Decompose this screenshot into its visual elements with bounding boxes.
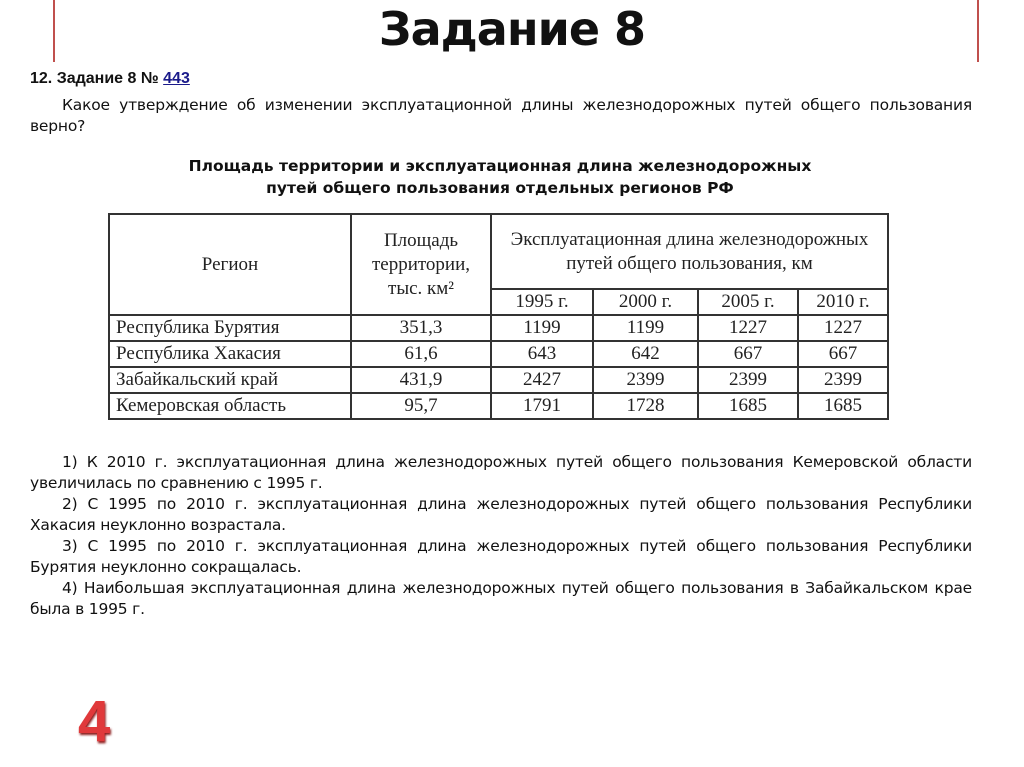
caption-line: Площадь территории и эксплуатационная длина железнодорожных bbox=[188, 157, 812, 175]
cell-value: 2427 bbox=[491, 367, 593, 393]
cell-value: 667 bbox=[698, 341, 798, 367]
cell-region: Кемеровская область bbox=[109, 393, 351, 419]
cell-value: 1199 bbox=[491, 315, 593, 341]
table-row bbox=[109, 393, 888, 419]
header-length: Эксплуатационная длина железнодорожных путей общего пользования, км bbox=[491, 214, 888, 289]
cell-value: 643 bbox=[491, 341, 593, 367]
cell-value: 1728 bbox=[593, 393, 698, 419]
slide-title: Задание 8 bbox=[378, 2, 646, 56]
table-row bbox=[109, 367, 888, 393]
cell-value: 1685 bbox=[698, 393, 798, 419]
cell-value: 2399 bbox=[798, 367, 888, 393]
task-prefix: 12. Задание 8 № bbox=[30, 70, 159, 87]
data-table bbox=[108, 213, 889, 420]
option-2: 2) С 1995 по 2010 г. эксплуатационная длина железнодорожных путей общего пользования Республики Хакасия неуклонно возрастала. bbox=[30, 495, 972, 534]
task-number-link[interactable]: 443 bbox=[163, 70, 190, 87]
option-4: 4) Наибольшая эксплуатационная длина железнодорожных путей общего пользования в Забайкальском крае была в 1995 г. bbox=[30, 579, 972, 618]
cell-value: 2399 bbox=[698, 367, 798, 393]
header-year: 2005 г. bbox=[698, 289, 798, 315]
header-year: 1995 г. bbox=[491, 289, 593, 315]
header-region: Регион bbox=[109, 214, 351, 315]
table-row bbox=[109, 315, 888, 341]
cell-value: 1791 bbox=[491, 393, 593, 419]
caption-line: путей общего пользования отдельных регионов РФ bbox=[266, 179, 734, 197]
cell-region: Забайкальский край bbox=[109, 367, 351, 393]
answer-number: 4 bbox=[78, 689, 111, 754]
header-area: Площадь территории, тыс. км² bbox=[351, 214, 491, 315]
cell-value: 2399 bbox=[593, 367, 698, 393]
header-year: 2000 г. bbox=[593, 289, 698, 315]
cell-area: 95,7 bbox=[351, 393, 491, 419]
question: Какое утверждение об изменении эксплуатационной длины железнодорожных путей общего пользования верно? bbox=[30, 96, 972, 135]
cell-value: 1227 bbox=[798, 315, 888, 341]
cell-value: 667 bbox=[798, 341, 888, 367]
cell-region: Республика Бурятия bbox=[109, 315, 351, 341]
cell-area: 351,3 bbox=[351, 315, 491, 341]
option-3: 3) С 1995 по 2010 г. эксплуатационная длина железнодорожных путей общего пользования Республики Бурятия неуклонно сокращалась. bbox=[30, 537, 972, 576]
option-1: 1) К 2010 г. эксплуатационная длина железнодорожных путей общего пользования Кемеровской области увеличилась по сравнению с 1995 г. bbox=[30, 453, 972, 492]
table-caption bbox=[0, 155, 1000, 199]
table-row bbox=[109, 341, 888, 367]
cell-value: 1227 bbox=[698, 315, 798, 341]
cell-value: 1199 bbox=[593, 315, 698, 341]
cell-value: 642 bbox=[593, 341, 698, 367]
cell-area: 61,6 bbox=[351, 341, 491, 367]
task-heading bbox=[30, 70, 190, 88]
header-year: 2010 г. bbox=[798, 289, 888, 315]
cell-value: 1685 bbox=[798, 393, 888, 419]
cell-region: Республика Хакасия bbox=[109, 341, 351, 367]
cell-area: 431,9 bbox=[351, 367, 491, 393]
